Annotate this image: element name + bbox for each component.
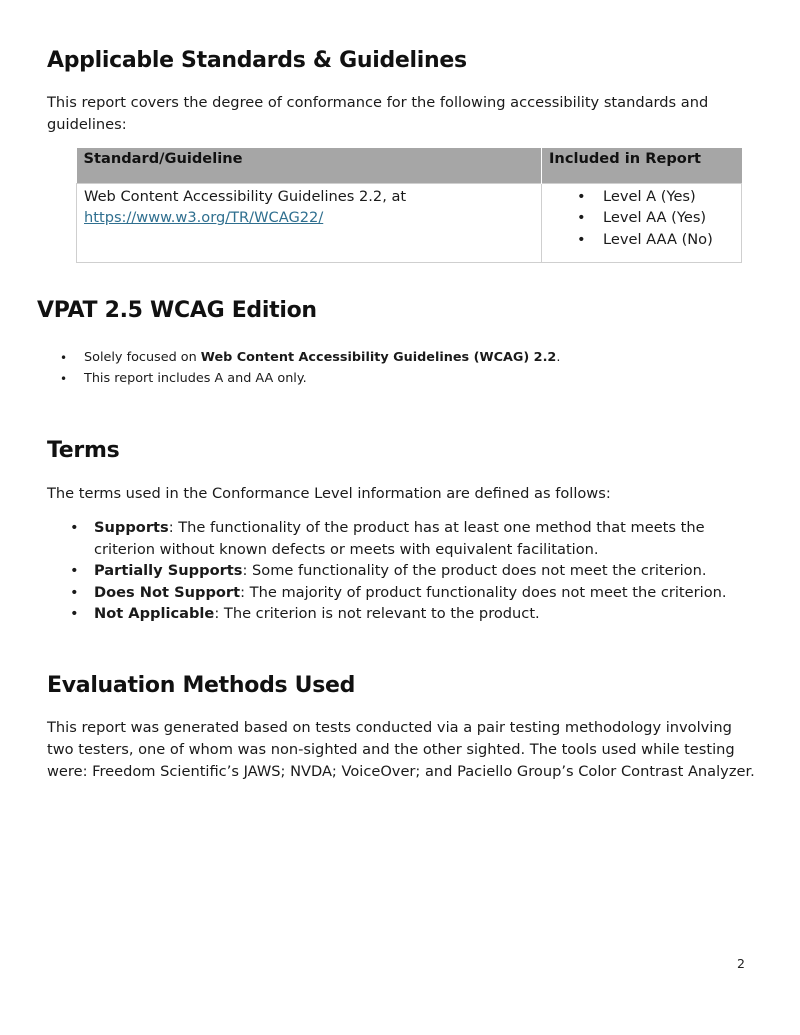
term-definition: : The criterion is not relevant to the product. — [214, 605, 540, 622]
term-definition: : The functionality of the product has at least one method that meets the criterion without known defects or meets with equivalent facilitation. — [94, 519, 705, 558]
terms-intro: The terms used in the Conformance Level information are defined as follows: — [47, 485, 611, 502]
vpat-heading: VPAT 2.5 WCAG Edition — [37, 298, 317, 323]
term-label: Not Applicable — [94, 605, 215, 622]
term-definition: : Some functionality of the product does not meet the criterion. — [242, 562, 707, 579]
term-item-supports — [70, 517, 730, 560]
standard-cell — [77, 183, 542, 262]
bullet-bold: Web Content Accessibility Guidelines (WCAG) 2.2 — [200, 350, 557, 365]
table-row — [77, 183, 742, 262]
term-label: Supports — [94, 519, 169, 536]
standard-name: Web Content Accessibility Guidelines 2.2, at — [84, 187, 407, 205]
list-item: • Level AA (Yes) — [577, 207, 734, 229]
header-included: Included in Report — [542, 148, 742, 183]
wcag-link[interactable]: https://www.w3.org/TR/WCAG22/ — [84, 209, 324, 226]
term-label: Partially Supports — [94, 562, 243, 579]
vpat-bullets — [60, 348, 560, 389]
terms-heading: Terms — [47, 438, 120, 463]
table-header-row — [77, 148, 742, 183]
levels-list — [549, 186, 734, 251]
term-definition: : The majority of product functionality does not meet the criterion. — [240, 583, 727, 601]
evaluation-heading: Evaluation Methods Used — [47, 673, 356, 698]
term-item-not-applicable — [70, 603, 730, 625]
levels-cell — [542, 183, 742, 262]
list-item — [60, 348, 560, 369]
term-item-partially-supports — [70, 560, 730, 582]
header-standard: Standard/Guideline — [77, 148, 542, 183]
term-item-does-not-support — [70, 582, 730, 604]
standards-heading: Applicable Standards & Guidelines — [47, 48, 467, 73]
list-item: • This report includes A and AA only. — [60, 369, 560, 390]
page-number: 2 — [737, 956, 745, 971]
evaluation-body: This report was generated based on tests conducted via a pair testing methodology involving two testers, one of whom was non-sighted and the other sighted. The tools used while testing were: Freedom Scientific’s JAWS; NVDA; VoiceOver; and Paciello Group’s Color Contrast Analyzer. — [47, 719, 755, 780]
bullet-suffix: . — [556, 350, 561, 365]
terms-list — [70, 517, 730, 625]
list-item: • Level AAA (No) — [577, 229, 734, 251]
standards-table — [76, 148, 742, 263]
standards-intro: This report covers the degree of conformance for the following accessibility standards and guidelines: — [47, 94, 709, 133]
bullet-prefix: Solely focused on — [84, 350, 201, 365]
term-label: Does Not Support — [94, 583, 241, 601]
list-item: • Level A (Yes) — [577, 186, 734, 208]
